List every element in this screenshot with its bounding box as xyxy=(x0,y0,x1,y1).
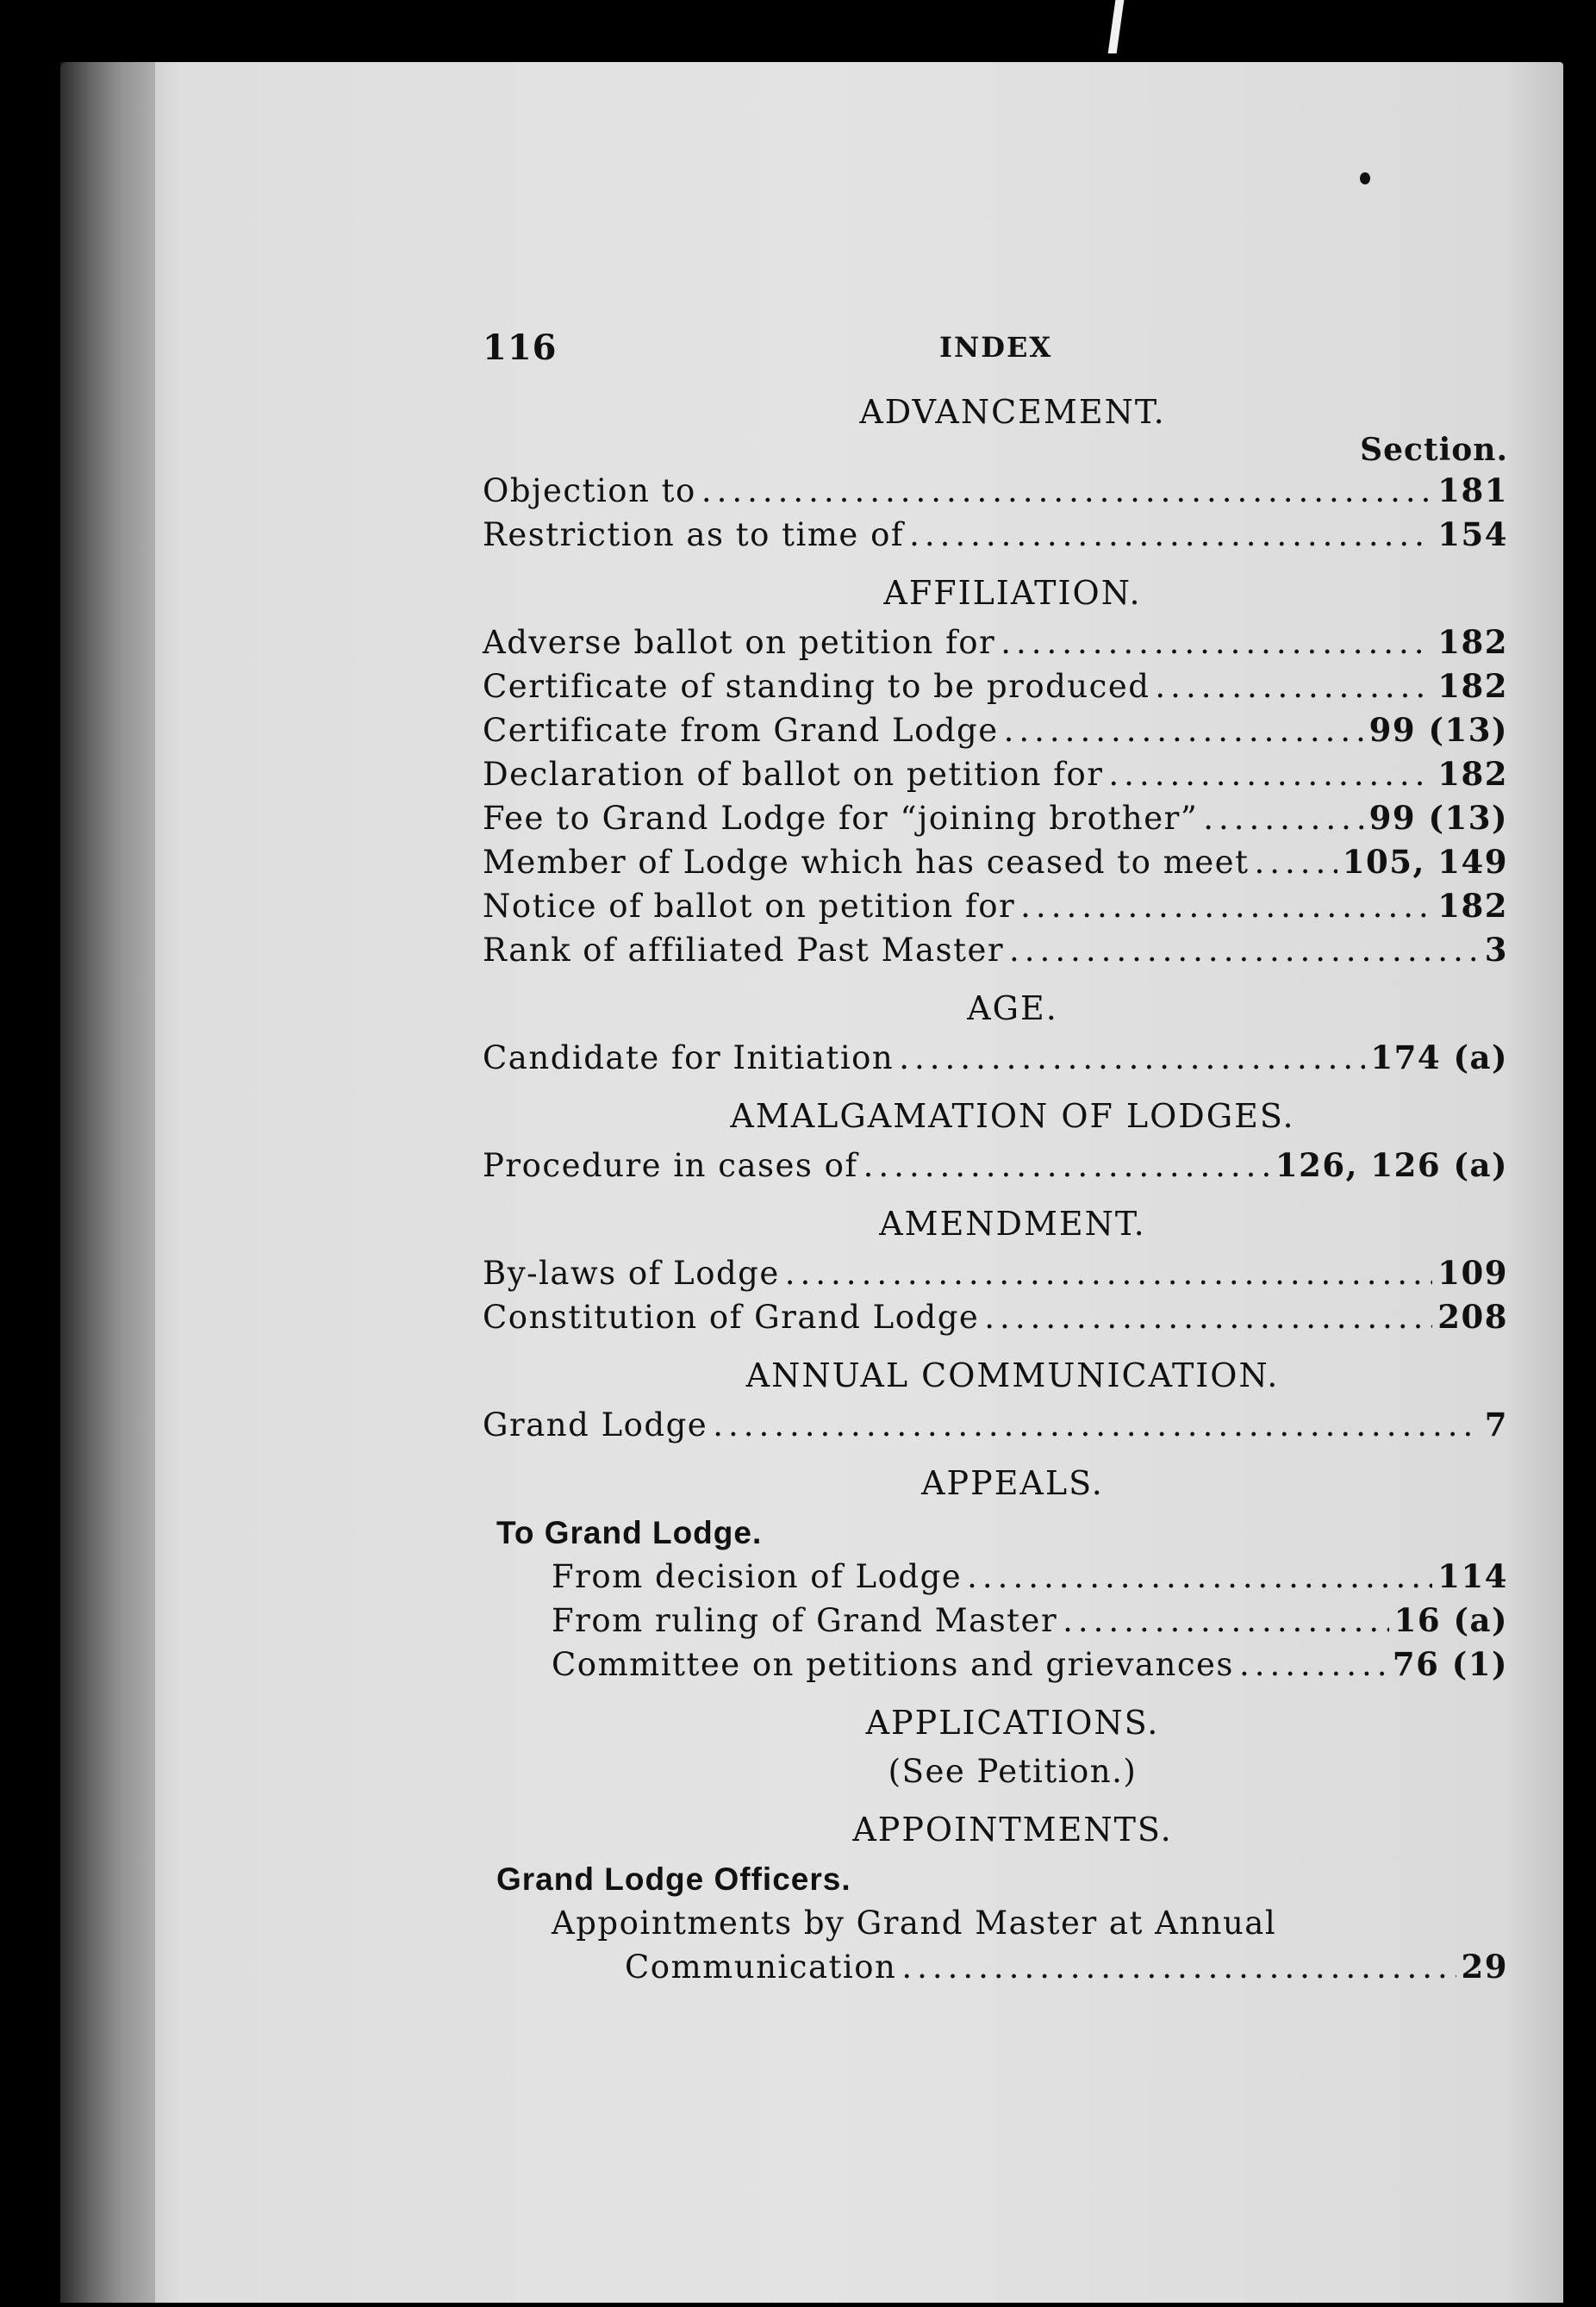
section-heading-amendment: AMENDMENT. xyxy=(879,1205,1146,1243)
section-heading-applications: APPLICATIONS. xyxy=(865,1704,1160,1742)
section-heading-age: AGE. xyxy=(967,989,1058,1027)
cross-reference-note: (See Petition.) xyxy=(888,1753,1138,1790)
entry-ref: 182 xyxy=(1437,755,1508,793)
section-heading-amalgamation: AMALGAMATION OF LODGES. xyxy=(730,1097,1295,1135)
index-entry xyxy=(483,1251,1508,1295)
ink-dot xyxy=(1360,172,1370,184)
dot-leader xyxy=(1108,752,1432,796)
index-entry xyxy=(483,664,1508,708)
entry-label: Objection to xyxy=(483,472,696,509)
dot-leader xyxy=(1239,1643,1387,1687)
entry-ref: 99 (13) xyxy=(1368,799,1508,837)
entry-ref: 29 xyxy=(1461,1948,1508,1986)
section-heading-advancement: ADVANCEMENT. xyxy=(859,393,1166,431)
dot-leader xyxy=(1009,928,1480,972)
entry-label: Adverse ballot on petition for xyxy=(483,624,996,661)
index-entry xyxy=(483,513,1508,557)
section-heading-appeals: APPEALS. xyxy=(921,1464,1104,1502)
index-page xyxy=(483,327,1508,1989)
entry-label: Restriction as to time of xyxy=(483,516,905,553)
subheading: To Grand Lodge. xyxy=(496,1515,763,1550)
entry-label: From ruling of Grand Master xyxy=(552,1602,1058,1639)
entry-label: Appointments by Grand Master at Annual xyxy=(552,1905,1277,1942)
running-head xyxy=(483,327,1508,376)
entry-ref: 105, 149 xyxy=(1342,843,1508,881)
entry-ref: 109 xyxy=(1437,1254,1508,1292)
entry-label: Fee to Grand Lodge for “joining brother” xyxy=(483,800,1199,837)
entry-ref: 182 xyxy=(1437,623,1508,661)
index-entry xyxy=(483,840,1508,884)
entry-first-line xyxy=(483,1901,1508,1945)
entry-ref: 182 xyxy=(1437,667,1508,705)
entry-label: Communication xyxy=(625,1948,897,1986)
entry-ref: 182 xyxy=(1437,887,1508,925)
section-heading-affiliation: AFFILIATION. xyxy=(883,574,1142,612)
entry-label: Declaration of ballot on petition for xyxy=(483,756,1104,793)
dot-leader xyxy=(785,1251,1433,1295)
dot-leader xyxy=(701,469,1432,513)
dot-leader xyxy=(984,1295,1432,1339)
entry-ref: 7 xyxy=(1484,1406,1508,1443)
index-entry xyxy=(483,1403,1508,1447)
entry-label: Committee on petitions and grievances xyxy=(552,1646,1234,1683)
edge-mark xyxy=(1108,0,1125,53)
index-entry xyxy=(483,796,1508,840)
entry-ref: 114 xyxy=(1437,1557,1508,1595)
section-heading-annual-communication: ANNUAL COMMUNICATION. xyxy=(745,1356,1280,1394)
entry-label: From decision of Lodge xyxy=(552,1558,963,1595)
book-spine-shadow xyxy=(60,62,155,2303)
index-entry xyxy=(483,752,1508,796)
column-label: Section. xyxy=(1360,432,1508,468)
index-entry xyxy=(483,708,1508,752)
dot-leader xyxy=(1155,664,1432,708)
entry-label: Rank of affiliated Past Master xyxy=(483,932,1005,969)
index-entry xyxy=(483,469,1508,513)
index-entry xyxy=(483,884,1508,928)
entry-label: By-laws of Lodge xyxy=(483,1255,780,1292)
entry-ref: 76 (1) xyxy=(1392,1645,1508,1683)
entry-ref: 99 (13) xyxy=(1368,711,1508,749)
entry-ref: 181 xyxy=(1437,471,1508,509)
section-heading-appointments: APPOINTMENTS. xyxy=(852,1811,1173,1849)
dot-leader xyxy=(1020,884,1432,928)
dot-leader xyxy=(713,1403,1480,1447)
page-number: 116 xyxy=(483,327,558,368)
entry-label: Certificate of standing to be produced xyxy=(483,668,1150,705)
entry-ref: 16 (a) xyxy=(1393,1601,1508,1639)
index-entry xyxy=(483,1295,1508,1339)
running-title: INDEX xyxy=(939,331,1053,364)
index-entry xyxy=(483,1643,1508,1687)
entry-label: Procedure in cases of xyxy=(483,1147,858,1184)
dot-leader xyxy=(1001,620,1432,664)
index-entry xyxy=(483,1945,1508,1989)
dot-leader xyxy=(863,1144,1270,1188)
index-entry xyxy=(483,1599,1508,1643)
index-entry xyxy=(483,1144,1508,1188)
dot-leader xyxy=(967,1555,1432,1599)
index-entry xyxy=(483,1036,1508,1080)
entry-label: Candidate for Initiation xyxy=(483,1039,895,1076)
dot-leader xyxy=(901,1945,1456,1989)
index-entry xyxy=(483,1555,1508,1599)
dot-leader xyxy=(909,513,1432,557)
entry-ref: 126, 126 (a) xyxy=(1275,1146,1508,1184)
dot-leader xyxy=(1203,796,1363,840)
dot-leader xyxy=(1254,840,1337,884)
entry-label: Notice of ballot on petition for xyxy=(483,888,1016,925)
entry-label: Constitution of Grand Lodge xyxy=(483,1299,980,1336)
dot-leader xyxy=(899,1036,1365,1080)
dot-leader xyxy=(1063,1599,1389,1643)
entry-ref: 174 (a) xyxy=(1370,1038,1508,1076)
entry-label: Member of Lodge which has ceased to meet xyxy=(483,844,1250,881)
dot-leader xyxy=(1004,708,1364,752)
entry-label: Grand Lodge xyxy=(483,1406,708,1443)
index-entry xyxy=(483,928,1508,972)
entry-label: Certificate from Grand Lodge xyxy=(483,712,999,749)
entry-ref: 208 xyxy=(1437,1298,1508,1336)
subheading: Grand Lodge Officers. xyxy=(496,1861,851,1897)
index-entry xyxy=(483,620,1508,664)
entry-ref: 154 xyxy=(1437,515,1508,553)
entry-ref: 3 xyxy=(1484,931,1508,969)
